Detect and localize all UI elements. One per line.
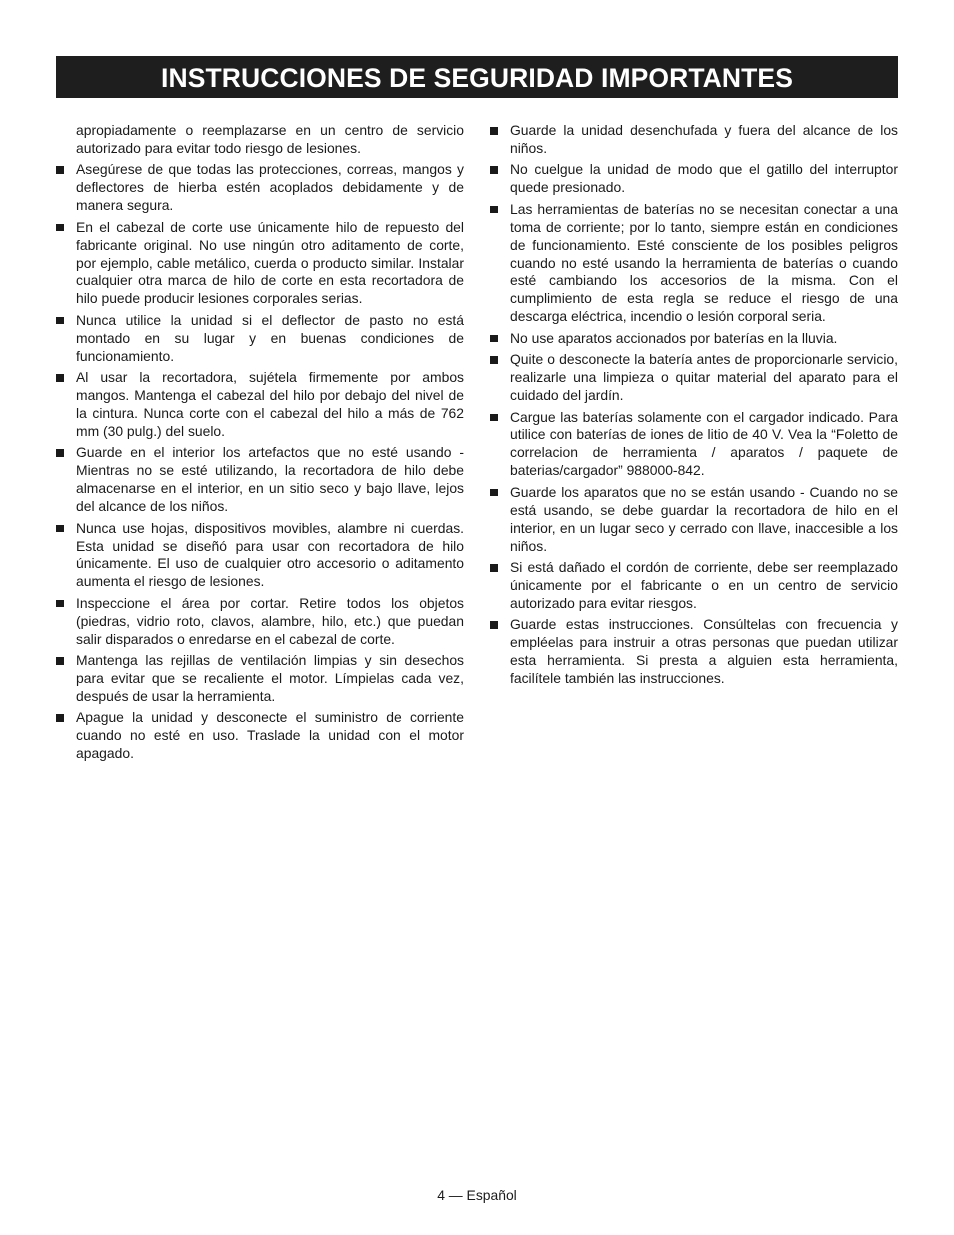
list-item-text: Guarde estas instrucciones. Consúltelas con frecuencia y empléelas para instruir a otras personas que puedan utilizar esta herramienta. Si presta a alguien esta herramienta, facilítele también las instrucciones. <box>510 616 898 687</box>
right-column <box>490 122 898 692</box>
list-item <box>490 351 898 405</box>
page-title: INSTRUCCIONES DE SEGURIDAD IMPORTANTES <box>161 62 793 93</box>
square-bullet-icon <box>490 166 498 174</box>
list-item-text: No cuelgue la unidad de modo que el gatillo del interruptor quede presionado. <box>510 161 898 196</box>
square-bullet-icon <box>56 224 64 232</box>
list-item <box>490 484 898 556</box>
list-item <box>490 122 898 158</box>
list-item <box>56 595 464 649</box>
list-item <box>56 312 464 366</box>
list-item-text: Inspeccione el área por cortar. Retire todos los objetos (piedras, vidrio roto, clavos, alambre, hilo, etc.) que puedan salir disparados o enredarse en el cabezal de corte. <box>76 594 464 647</box>
list-item-text: Cargue las baterías solamente con el cargador indicado. Para utilice con baterías de iones de litio de 40 V. Vea la “Foletto de correlacion de herramienta / aparatos / paquete de baterias/cargador” 988000-842. <box>510 408 898 479</box>
square-bullet-icon <box>56 657 64 665</box>
square-bullet-icon <box>56 317 64 325</box>
list-item-text: Quite o desconecte la batería antes de proporcionarle servicio, realizarle una limpieza o quitar material del aparato para el cuidado del jardín. <box>510 351 898 404</box>
list-item <box>490 409 898 481</box>
list-item <box>56 709 464 763</box>
square-bullet-icon <box>490 621 498 629</box>
list-item-text: No use aparatos accionados por baterías en la lluvia. <box>510 329 838 346</box>
square-bullet-icon <box>56 374 64 382</box>
list-item-text: Apague la unidad y desconecte el suministro de corriente cuando no esté en uso. Traslade la unidad con el motor apagado. <box>76 709 464 762</box>
list-item <box>56 652 464 706</box>
list-item-continuation: apropiadamente o reemplazarse en un centro de servicio autorizado para evitar todo riesgo de lesiones. <box>76 122 464 156</box>
list-item-text: Si está dañado el cordón de corriente, debe ser reemplazado únicamente por el fabricante o en un centro de servicio autorizado para evitar riesgos. <box>510 559 898 611</box>
list-item <box>490 330 898 348</box>
list-item-text: Mantenga las rejillas de ventilación limpias y sin desechos para evitar que se recaliente el motor. Límpielas cada vez, después de usar la herramienta. <box>76 652 464 704</box>
left-column <box>56 122 464 767</box>
list-item-text: Nunca utilice la unidad si el deflector de pasto no está montado en su lugar y en buenas condiciones de funcionamiento. <box>76 311 464 364</box>
square-bullet-icon <box>490 335 498 343</box>
list-item <box>56 219 464 309</box>
list-item <box>56 161 464 215</box>
square-bullet-icon <box>56 714 64 722</box>
list-item-text: En el cabezal de corte use únicamente hilo de repuesto del fabricante original. No use ningún otro aditamento de corte, por ejemplo, cable metálico, cuerda o producto similar. Instalar cualquier otra marca de hilo de corte en esta recortadora de hilo puede producir lesiones corporales serias. <box>76 218 464 307</box>
list-item-text: Las herramientas de baterías no se necesitan conectar a una toma de corriente; por lo tanto, siempre están en condiciones de funcionamiento. Esté consciente de los posibles peligros cuando no esté usando la herramienta de baterías o cuando esté cambiando los accesorios de la misma. Con el cumplimiento de esta regla se reduce el riesgo de una descarga eléctrica, incendio o lesión corporal seria. <box>510 200 898 325</box>
square-bullet-icon <box>490 127 498 135</box>
list-item <box>490 559 898 613</box>
list-item <box>490 616 898 688</box>
list-item <box>56 369 464 441</box>
square-bullet-icon <box>490 356 498 364</box>
list-item-text: Guarde los aparatos que no se están usando - Cuando no se está usando, se debe guardar la recortadora de hilo en el interior, en un lugar seco y cerrado con llave, inaccesible a los niños. <box>510 483 898 554</box>
square-bullet-icon <box>490 564 498 572</box>
square-bullet-icon <box>56 166 64 174</box>
square-bullet-icon <box>490 414 498 422</box>
list-item <box>56 520 464 592</box>
list-item-text: Al usar la recortadora, sujétela firmemente por ambos mangos. Mantenga el cabezal del hilo por debajo del nivel de la cintura. Nunca corte con el cabezal del hilo a más de 762 mm (30 pulg.) del suelo. <box>76 369 464 439</box>
list-item <box>490 161 898 197</box>
list-item-text: Guarde en el interior los artefactos que no esté usando - Mientras no se esté utilizando, la recortadora de hilo debe almacenarse en el interior, en un sitio seco y bajo llave, lejos del alcance de los niños. <box>76 444 464 515</box>
page-footer: 4 — Español <box>437 1187 517 1203</box>
list-item-text: Nunca use hojas, dispositivos movibles, alambre ni cuerdas. Esta unidad se diseñó para usar con recortadora de hilo únicamente. El uso de cualquier otro accesorio o aditamento aumenta el riesgo de lesiones. <box>76 519 464 590</box>
square-bullet-icon <box>490 206 498 214</box>
list-item <box>490 201 898 326</box>
square-bullet-icon <box>56 449 64 457</box>
square-bullet-icon <box>56 525 64 533</box>
square-bullet-icon <box>490 489 498 497</box>
section-title-bar <box>56 56 898 98</box>
square-bullet-icon <box>56 600 64 608</box>
list-item-text: Guarde la unidad desenchufada y fuera del alcance de los niños. <box>510 122 898 156</box>
list-item <box>56 444 464 516</box>
list-item-text: Asegúrese de que todas las protecciones, correas, mangos y deflectores de hierba estén acoplados debidamente y de manera segura. <box>76 161 464 214</box>
